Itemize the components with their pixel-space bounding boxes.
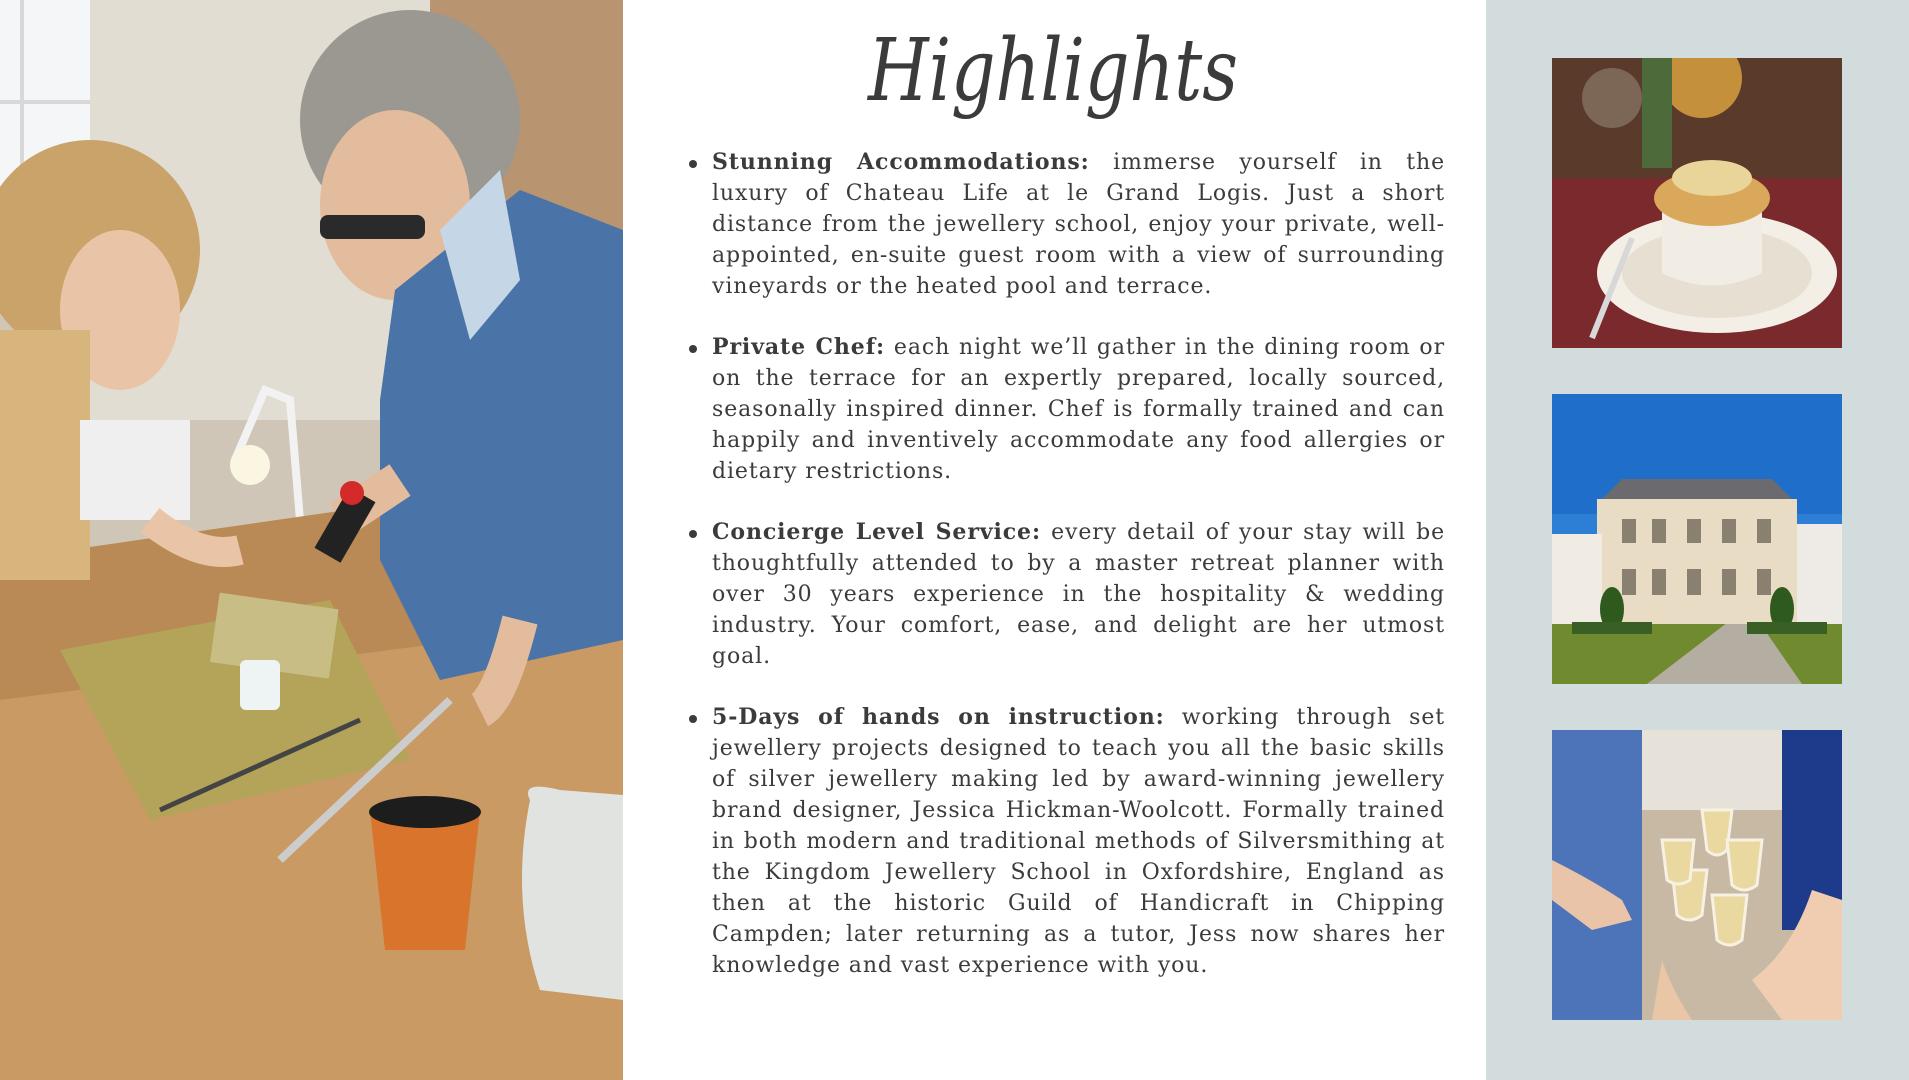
highlight-text: each night we’ll gather in the dining room or on the terrace for an expertly prepared, locally sourced, seasonally inspired dinner. Chef is formally trained and can happily and inventively accommodate any food allergies or dietary restrictions. bbox=[712, 335, 1445, 484]
highlight-title: Concierge Level Service: bbox=[712, 519, 1041, 545]
toast-photo bbox=[1552, 730, 1842, 1020]
photo-sidebar bbox=[1486, 0, 1909, 1080]
bullet-icon bbox=[689, 715, 697, 723]
bullet-icon bbox=[689, 345, 697, 353]
highlight-private-chef bbox=[689, 332, 1445, 487]
highlight-accommodations bbox=[689, 147, 1445, 302]
chateau-photo bbox=[1552, 394, 1842, 684]
souffle-photo bbox=[1552, 58, 1842, 348]
highlight-text: immerse yourself in the luxury of Chateau Life at le Grand Logis. Just a short distance from the jewellery school, enjoy your private, well-appointed, en-suite guest room with a view of surrounding vineyards or the heated pool and terrace. bbox=[712, 150, 1445, 299]
highlights-list bbox=[689, 147, 1445, 1011]
workshop-photo bbox=[0, 0, 623, 1080]
highlight-title: 5-Days of hands on instruction: bbox=[712, 704, 1165, 730]
page-title-text: Highlights bbox=[866, 21, 1238, 121]
bullet-icon bbox=[689, 160, 697, 168]
highlight-title: Stunning Accommodations: bbox=[712, 149, 1090, 175]
highlight-concierge bbox=[689, 517, 1445, 672]
highlight-title: Private Chef: bbox=[712, 334, 886, 360]
page-title bbox=[623, 0, 1486, 160]
highlights-section bbox=[623, 0, 1486, 1080]
highlight-instruction bbox=[689, 702, 1445, 981]
highlight-text: working through set jewellery projects designed to teach you all the basic skills of silver jewellery making led by award-winning jewellery brand designer, Jessica Hickman-Woolcott. Formally trained in both modern and traditional methods of Silversmithing at the Kingdom Jewellery School in Oxfordshire, England as then at the historic Guild of Handicraft in Chipping Campden; later returning as a tutor, Jess now shares her knowledge and vast experience with you. bbox=[712, 705, 1445, 978]
bullet-icon bbox=[689, 530, 697, 538]
highlight-text: every detail of your stay will be thoughtfully attended to by a master retreat planner with over 30 years experience in the hospitality & wedding industry. Your comfort, ease, and delight are her utmost goal. bbox=[712, 520, 1445, 669]
